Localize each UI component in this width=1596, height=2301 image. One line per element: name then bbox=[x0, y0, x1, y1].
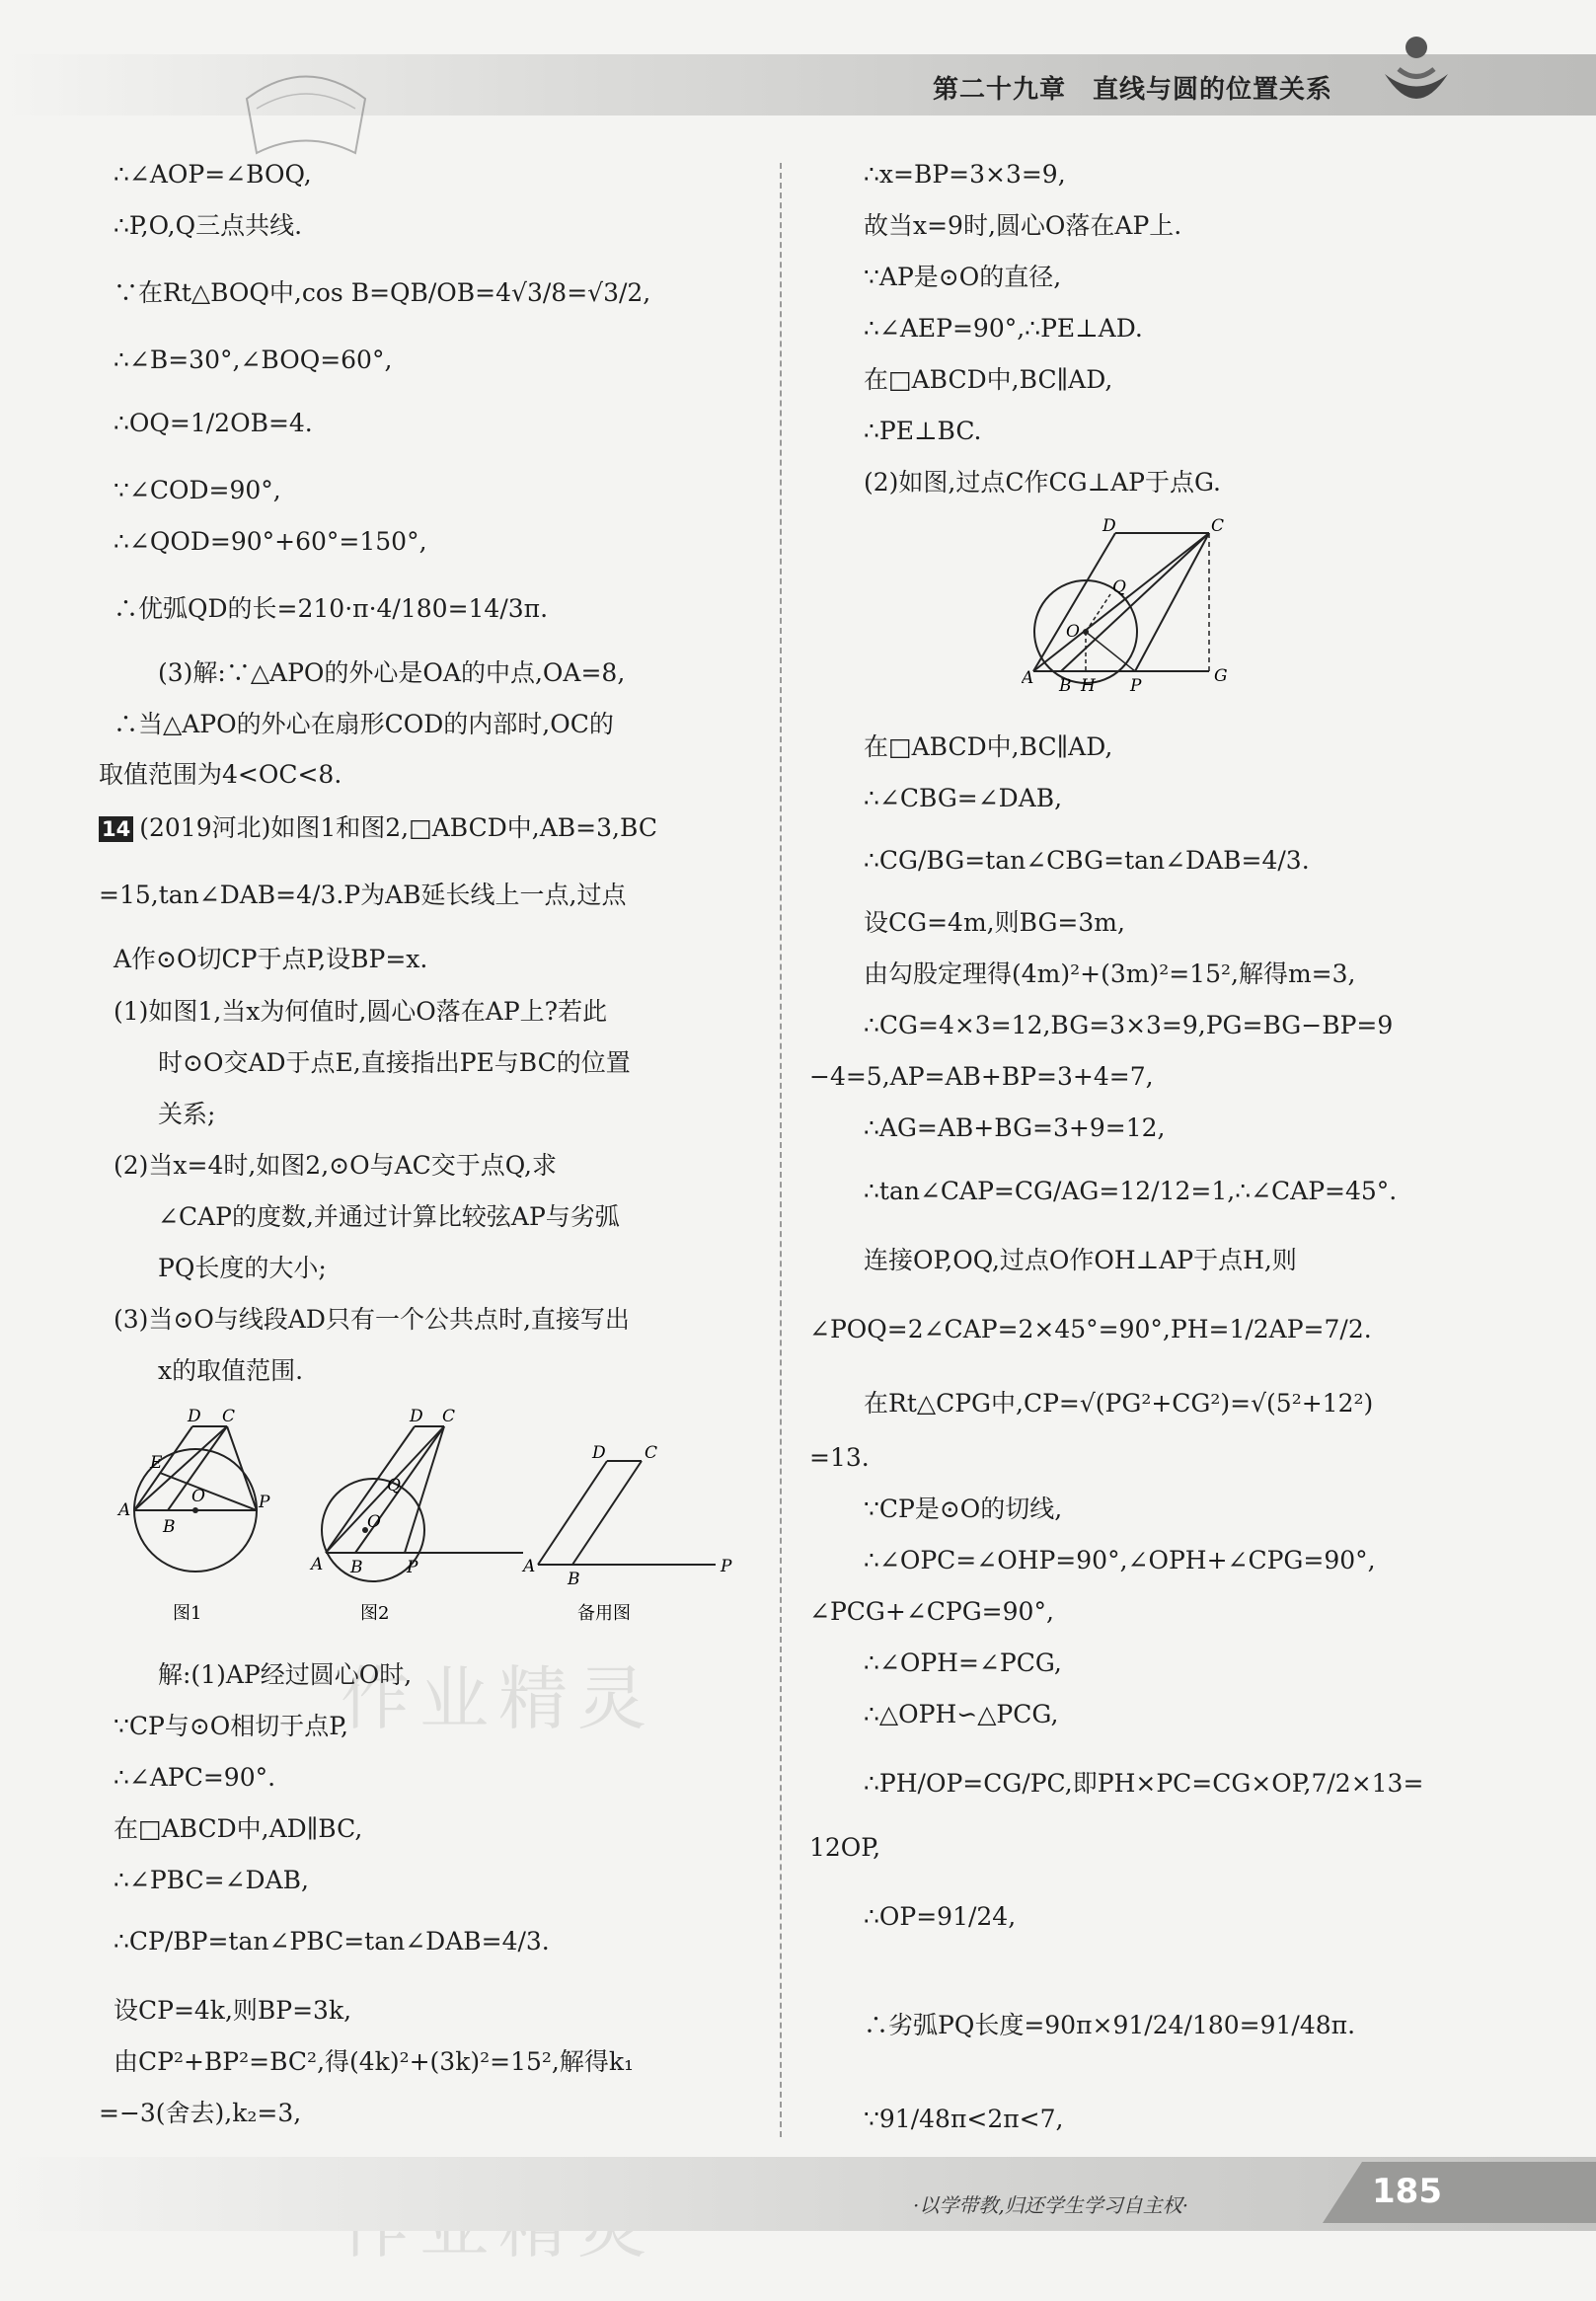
fig3-label-p: P bbox=[721, 1557, 732, 1576]
fig3-caption: 备用图 bbox=[577, 1603, 631, 1624]
text-line: ∴∠PBC=∠DAB, bbox=[114, 1866, 309, 1894]
text-line: 取值范围为4<OC<8. bbox=[99, 760, 342, 789]
fig2-label-b: B bbox=[350, 1558, 363, 1577]
text-line: =13. bbox=[809, 1443, 870, 1472]
text-line: (1)如图1,当x为何值时,圆心O落在AP上?若此 bbox=[114, 997, 608, 1026]
text-line: ∴∠B=30°,∠BOQ=60°, bbox=[114, 345, 393, 374]
text-line: ∴tan∠CAP=CG/AG=12/12=1,∴∠CAP=45°. bbox=[864, 1177, 1398, 1205]
text-line: 连接OP,OQ,过点O作OH⊥AP于点H,则 bbox=[864, 1246, 1297, 1274]
sol-label-c: C bbox=[1211, 516, 1225, 536]
text-line: 设CP=4k,则BP=3k, bbox=[114, 1996, 352, 2025]
fig1-label-p: P bbox=[259, 1493, 270, 1512]
fig1-label-e: E bbox=[150, 1453, 163, 1473]
page-number-tab bbox=[1323, 2162, 1596, 2223]
sol-label-h: H bbox=[1081, 676, 1096, 696]
text-line: (3)解:∵△APO的外心是OA的中点,OA=8, bbox=[158, 658, 626, 687]
fig2-label-o: O bbox=[367, 1512, 381, 1532]
fig1-label-o: O bbox=[191, 1487, 205, 1506]
sol-label-p: P bbox=[1130, 676, 1142, 696]
text-line: 解:(1)AP经过圆心O时, bbox=[158, 1660, 413, 1689]
text-line: 设CG=4m,则BG=3m, bbox=[864, 908, 1125, 937]
text-line: 在□ABCD中,BC∥AD, bbox=[864, 732, 1113, 761]
text-line: ∴AG=AB+BG=3+9=12, bbox=[864, 1113, 1166, 1142]
text-line: (2)如图,过点C作CG⊥AP于点G. bbox=[864, 468, 1222, 497]
text-line: x的取值范围. bbox=[158, 1356, 304, 1385]
sol-label-q: Q bbox=[1112, 577, 1126, 597]
text-line: 12OP, bbox=[809, 1833, 881, 1862]
text-line: ∵CP与⊙O相切于点P, bbox=[114, 1712, 349, 1740]
text-line: ∵AP是⊙O的直径, bbox=[864, 263, 1062, 291]
fig2-label-d: D bbox=[410, 1407, 423, 1426]
text-line: ∴△OPH∽△PCG, bbox=[864, 1700, 1059, 1728]
sol-label-o: O bbox=[1066, 622, 1080, 642]
text-line: ∴∠APC=90°. bbox=[114, 1763, 276, 1792]
text-line: ∠CAP的度数,并通过计算比较弦AP与劣弧 bbox=[158, 1202, 620, 1231]
column-divider bbox=[780, 163, 782, 2137]
fig1-caption: 图1 bbox=[173, 1603, 202, 1624]
text-line: A作⊙O切CP于点P,设BP=x. bbox=[114, 945, 428, 973]
fig1-label-b: B bbox=[163, 1517, 176, 1537]
fig2-label-q: Q bbox=[387, 1476, 401, 1496]
fig3-label-c: C bbox=[645, 1443, 658, 1463]
figure-1 bbox=[89, 1407, 316, 1634]
text-line: ∴当△APO的外心在扇形COD的内部时,OC的 bbox=[114, 710, 614, 738]
text-line: ∴P,O,Q三点共线. bbox=[114, 211, 303, 240]
solution-figure bbox=[1022, 513, 1278, 711]
text-line: =15,tan∠DAB=4/3.P为AB延长线上一点,过点 bbox=[99, 881, 627, 909]
text-line: 由CP²+BP²=BC²,得(4k)²+(3k)²=15²,解得k₁ bbox=[114, 2047, 635, 2076]
fig3-label-a: A bbox=[523, 1557, 536, 1576]
footer-slogan: ·以学带教,归还学生学习自主权· bbox=[913, 2193, 1189, 2217]
text-line: ∠PCG+∠CPG=90°, bbox=[809, 1597, 1054, 1626]
text-line: ∴优弧QD的长=210·π·4/180=14/3π. bbox=[114, 594, 549, 623]
fig1-label-c: C bbox=[222, 1407, 236, 1426]
text-line: ∴PE⊥BC. bbox=[864, 417, 982, 445]
text-line: ∴CG/BG=tan∠CBG=tan∠DAB=4/3. bbox=[864, 846, 1310, 875]
text-line: ∴x=BP=3×3=9, bbox=[864, 160, 1066, 189]
text-line: (2)当x=4时,如图2,⊙O与AC交于点Q,求 bbox=[114, 1151, 557, 1180]
text-line: ∴∠QOD=90°+60°=150°, bbox=[114, 527, 427, 556]
text-line: ∴劣弧PQ长度=90π×91/24/180=91/48π. bbox=[864, 2011, 1356, 2039]
text-line: ∴OQ=1/2OB=4. bbox=[114, 409, 313, 437]
text-line: ∠POQ=2∠CAP=2×45°=90°,PH=1/2AP=7/2. bbox=[809, 1315, 1372, 1343]
publisher-logo bbox=[1377, 30, 1456, 118]
text-line: ∴∠OPH=∠PCG, bbox=[864, 1649, 1062, 1677]
watermark-stamp-icon bbox=[237, 59, 375, 168]
text-line: ∴∠CBG=∠DAB, bbox=[864, 784, 1063, 812]
text-line: ∴OP=91/24, bbox=[864, 1902, 1017, 1931]
text-line: ∴∠AOP=∠BOQ, bbox=[114, 160, 312, 189]
text-line: 故当x=9时,圆心O落在AP上. bbox=[864, 211, 1182, 240]
fig3-label-d: D bbox=[592, 1443, 606, 1463]
sol-label-b: B bbox=[1059, 676, 1072, 696]
text-line: ∵在Rt△BOQ中,cos B=QB/OB=4√3/8=√3/2, bbox=[114, 278, 651, 307]
text-line: (3)当⊙O与线段AD只有一个公共点时,直接写出 bbox=[114, 1305, 630, 1334]
text-line: ∴∠AEP=90°,∴PE⊥AD. bbox=[864, 314, 1143, 343]
text-line: ∴∠OPC=∠OHP=90°,∠OPH+∠CPG=90°, bbox=[864, 1546, 1376, 1574]
text-line: 在Rt△CPG中,CP=√(PG²+CG²)=√(5²+12²) bbox=[864, 1389, 1374, 1418]
text-line: =−3(舍去),k₂=3, bbox=[99, 2099, 302, 2127]
text-line: ∵CP是⊙O的切线, bbox=[864, 1495, 1063, 1523]
fig2-label-p: P bbox=[407, 1558, 418, 1577]
text-line: ∴PH/OP=CG/PC,即PH×PC=CG×OP,7/2×13= bbox=[864, 1769, 1424, 1798]
text-line: PQ长度的大小; bbox=[158, 1254, 327, 1282]
fig2-label-c: C bbox=[442, 1407, 456, 1426]
text-line: 关系; bbox=[158, 1100, 216, 1128]
sol-label-a: A bbox=[1022, 668, 1034, 688]
fig2-caption: 图2 bbox=[360, 1603, 390, 1624]
problem-text: (2019河北)如图1和图2,□ABCD中,AB=3,BC bbox=[139, 813, 657, 842]
figure-backup bbox=[518, 1407, 745, 1634]
text-line: 由勾股定理得(4m)²+(3m)²=15²,解得m=3, bbox=[864, 959, 1356, 988]
text-line: 时⊙O交AD于点E,直接指出PE与BC的位置 bbox=[158, 1048, 631, 1077]
text-line: ∵91/48π<2π<7, bbox=[864, 2105, 1064, 2133]
text-line: 在□ABCD中,BC∥AD, bbox=[864, 365, 1113, 394]
sol-label-d: D bbox=[1102, 516, 1116, 536]
sol-label-g: G bbox=[1214, 666, 1228, 686]
problem-line bbox=[99, 811, 657, 845]
fig2-label-a: A bbox=[311, 1555, 324, 1574]
text-line: 在□ABCD中,AD∥BC, bbox=[114, 1814, 363, 1843]
fig1-label-d: D bbox=[188, 1407, 201, 1426]
chapter-title: 第二十九章 直线与圆的位置关系 bbox=[933, 75, 1333, 105]
watermark-text: 作业精灵 bbox=[341, 1658, 656, 1739]
problem-number-badge: 14 bbox=[99, 816, 133, 842]
text-line: ∴CG=4×3=12,BG=3×3=9,PG=BG−BP=9 bbox=[864, 1011, 1394, 1039]
text-line: ∵∠COD=90°, bbox=[114, 476, 281, 504]
figure-2 bbox=[306, 1407, 536, 1634]
text-line: ∴CP/BP=tan∠PBC=tan∠DAB=4/3. bbox=[114, 1927, 550, 1956]
text-line: −4=5,AP=AB+BP=3+4=7, bbox=[809, 1062, 1154, 1091]
fig1-label-a: A bbox=[118, 1500, 131, 1520]
fig3-label-b: B bbox=[568, 1570, 580, 1589]
page-number: 185 bbox=[1372, 2172, 1442, 2211]
